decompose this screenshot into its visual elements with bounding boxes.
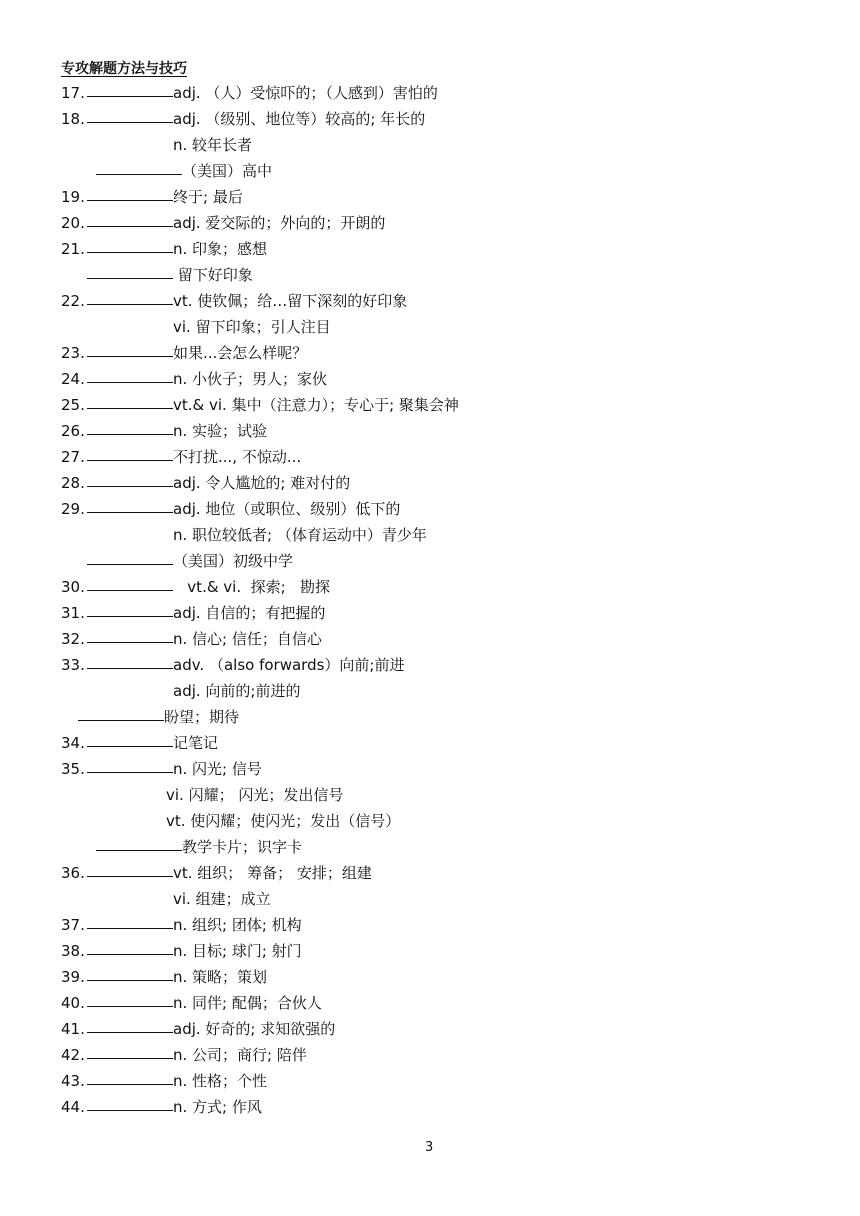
- item-definition: vi. 留下印象；引人注目: [173, 318, 331, 336]
- item-definition: adj. 地位（或职位、级别）低下的: [173, 500, 401, 518]
- answer-blank[interactable]: [87, 628, 173, 643]
- answer-blank[interactable]: [87, 966, 173, 981]
- vocab-subline: [173, 316, 331, 338]
- vocab-line: [61, 446, 301, 468]
- answer-blank[interactable]: [87, 212, 173, 227]
- vocab-line: [61, 290, 407, 312]
- answer-blank[interactable]: [87, 420, 173, 435]
- vocab-line: [61, 212, 385, 234]
- item-definition: （美国）高中: [182, 162, 273, 180]
- item-definition: adj. 令人尴尬的; 难对付的: [173, 474, 351, 492]
- item-definition: 留下好印象: [173, 266, 253, 284]
- answer-blank[interactable]: [87, 290, 173, 305]
- item-definition: adj. 好奇的; 求知欲强的: [173, 1020, 336, 1038]
- item-number: 34.: [61, 734, 85, 752]
- vocab-subline: [166, 810, 400, 832]
- item-number: 26.: [61, 422, 85, 440]
- item-definition: adj. 向前的;前进的: [173, 682, 301, 700]
- item-number: 39.: [61, 968, 85, 986]
- item-definition: n. 职位较低者; （体育运动中）青少年: [173, 526, 427, 544]
- item-definition: adj. 自信的；有把握的: [173, 604, 326, 622]
- vocab-subline: [173, 134, 252, 156]
- item-definition: 如果...会怎么样呢？: [173, 344, 308, 362]
- item-number: 28.: [61, 474, 85, 492]
- item-definition: 记笔记: [173, 734, 219, 752]
- item-definition: n. 性格；个性: [173, 1072, 268, 1090]
- vocab-subline: [166, 784, 343, 806]
- vocab-line: [61, 602, 325, 624]
- item-definition: n. 策略；策划: [173, 968, 268, 986]
- answer-blank[interactable]: [87, 576, 173, 591]
- item-definition: adj. 爱交际的；外向的；开朗的: [173, 214, 386, 232]
- item-number: 25.: [61, 396, 85, 414]
- vocab-line: [61, 862, 372, 884]
- answer-blank[interactable]: [87, 602, 173, 617]
- vocab-line: [61, 238, 267, 260]
- answer-blank[interactable]: [87, 1096, 173, 1111]
- item-definition: adj. （人）受惊吓的；（人感到）害怕的: [173, 84, 438, 102]
- answer-blank[interactable]: [87, 446, 173, 461]
- vocab-line: [61, 654, 404, 676]
- vocab-subline: [173, 524, 427, 546]
- item-number: 27.: [61, 448, 85, 466]
- item-definition: 终于; 最后: [173, 188, 243, 206]
- vocab-line: [61, 628, 322, 650]
- answer-blank[interactable]: [87, 368, 173, 383]
- page-number: 3: [425, 1140, 434, 1155]
- item-definition: n. 组织; 团体; 机构: [173, 916, 302, 934]
- vocab-subline: [96, 836, 302, 858]
- vocab-subline: [78, 706, 239, 728]
- answer-blank[interactable]: [78, 706, 164, 721]
- item-definition: vi. 闪耀； 闪光；发出信号: [166, 786, 344, 804]
- item-definition: n. 目标; 球门; 射门: [173, 942, 302, 960]
- vocab-line: [61, 576, 330, 598]
- answer-blank[interactable]: [87, 108, 173, 123]
- vocab-line: [61, 82, 438, 104]
- item-number: 21.: [61, 240, 85, 258]
- answer-blank[interactable]: [87, 186, 173, 201]
- item-definition: n. 闪光; 信号: [173, 760, 262, 778]
- vocab-subline: [87, 550, 293, 572]
- answer-blank[interactable]: [87, 862, 173, 877]
- answer-blank[interactable]: [96, 160, 182, 175]
- vocab-subline: [96, 160, 272, 182]
- item-definition: n. 公司；商行; 陪伴: [173, 1046, 307, 1064]
- vocab-line: [61, 1070, 267, 1092]
- section-heading: 专攻解题方法与技巧: [61, 61, 187, 77]
- item-number: 37.: [61, 916, 85, 934]
- item-number: 19.: [61, 188, 85, 206]
- item-definition: n. 印象；感想: [173, 240, 268, 258]
- vocab-line: [61, 1096, 262, 1118]
- item-definition: 不打扰..., 不惊动...: [173, 448, 302, 466]
- vocab-line: [61, 758, 262, 780]
- item-number: 40.: [61, 994, 85, 1012]
- item-number: 31.: [61, 604, 85, 622]
- answer-blank[interactable]: [87, 498, 173, 513]
- vocab-line: [61, 342, 307, 364]
- item-definition: n. 较年长者: [173, 136, 253, 154]
- vocab-line: [61, 1018, 335, 1040]
- answer-blank[interactable]: [87, 940, 173, 955]
- item-definition: vt. 使闪耀；使闪光；发出（信号）: [166, 812, 401, 830]
- item-number: 30.: [61, 578, 85, 596]
- item-number: 38.: [61, 942, 85, 960]
- vocab-line: [61, 940, 302, 962]
- vocab-line: [61, 914, 302, 936]
- answer-blank[interactable]: [87, 992, 173, 1007]
- answer-blank[interactable]: [87, 472, 173, 487]
- answer-blank[interactable]: [87, 550, 173, 565]
- item-number: 36.: [61, 864, 85, 882]
- item-definition: vt.& vi. 集中（注意力）；专心于; 聚集会神: [173, 396, 459, 414]
- item-definition: 盼望；期待: [164, 708, 240, 726]
- item-definition: adv. （also forwards）向前;前进: [173, 656, 405, 674]
- answer-blank[interactable]: [87, 1044, 173, 1059]
- vocab-line: [61, 472, 350, 494]
- vocab-line: [61, 498, 400, 520]
- answer-blank[interactable]: [87, 82, 173, 97]
- item-number: 32.: [61, 630, 85, 648]
- vocab-line: [61, 108, 425, 130]
- item-definition: n. 小伙子；男人；家伙: [173, 370, 328, 388]
- item-definition: （美国）初级中学: [173, 552, 294, 570]
- item-definition: vi. 组建；成立: [173, 890, 271, 908]
- answer-blank[interactable]: [87, 238, 173, 253]
- item-definition: n. 同伴; 配偶；合伙人: [173, 994, 322, 1012]
- vocab-line: [61, 966, 267, 988]
- item-number: 43.: [61, 1072, 85, 1090]
- answer-blank[interactable]: [87, 654, 173, 669]
- answer-blank[interactable]: [87, 264, 173, 279]
- item-number: 23.: [61, 344, 85, 362]
- answer-blank[interactable]: [87, 758, 173, 773]
- item-definition: n. 信心; 信任；自信心: [173, 630, 322, 648]
- item-definition: vt. 组织； 筹备； 安排；组建: [173, 864, 372, 882]
- vocab-subline: [173, 680, 300, 702]
- vocab-subline: [173, 888, 271, 910]
- item-definition: adj. （级别、地位等）较高的; 年长的: [173, 110, 426, 128]
- vocab-subline: [87, 264, 253, 286]
- vocab-line: [61, 420, 267, 442]
- vocab-line: [61, 1044, 307, 1066]
- item-number: 18.: [61, 110, 85, 128]
- answer-blank[interactable]: [87, 342, 173, 357]
- item-number: 20.: [61, 214, 85, 232]
- answer-blank[interactable]: [87, 1070, 173, 1085]
- item-definition: n. 实验；试验: [173, 422, 268, 440]
- item-number: 17.: [61, 84, 85, 102]
- item-number: 35.: [61, 760, 85, 778]
- vocab-line: [61, 992, 322, 1014]
- answer-blank[interactable]: [87, 1018, 173, 1033]
- answer-blank[interactable]: [87, 914, 173, 929]
- answer-blank[interactable]: [87, 732, 173, 747]
- item-definition: 教学卡片；识字卡: [182, 838, 303, 856]
- item-definition: vt. 使钦佩；给…留下深刻的好印象: [173, 292, 408, 310]
- vocab-line: [61, 368, 327, 390]
- item-definition: vt.& vi. 探索; 勘探: [173, 578, 331, 596]
- item-number: 29.: [61, 500, 85, 518]
- item-number: 41.: [61, 1020, 85, 1038]
- item-number: 22.: [61, 292, 85, 310]
- answer-blank[interactable]: [87, 394, 173, 409]
- vocab-line: [61, 732, 218, 754]
- vocab-line: [61, 186, 243, 208]
- item-definition: n. 方式; 作风: [173, 1098, 262, 1116]
- answer-blank[interactable]: [96, 836, 182, 851]
- item-number: 33.: [61, 656, 85, 674]
- item-number: 24.: [61, 370, 85, 388]
- item-number: 44.: [61, 1098, 85, 1116]
- vocab-line: [61, 394, 459, 416]
- item-number: 42.: [61, 1046, 85, 1064]
